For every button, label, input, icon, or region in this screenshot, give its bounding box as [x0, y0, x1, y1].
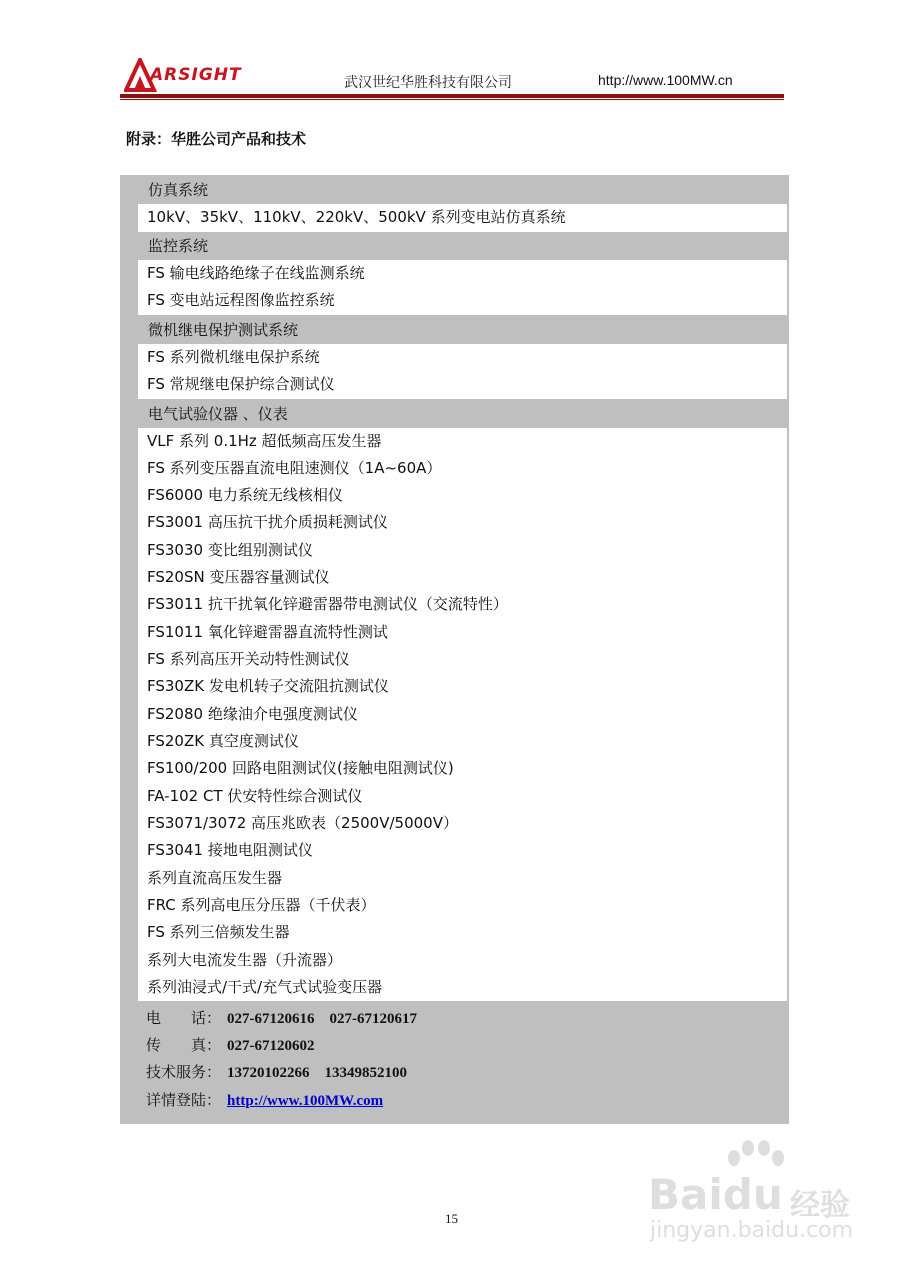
- page-number: 15: [445, 1211, 458, 1226]
- list-item: FS6000 电力系统无线核相仪: [147, 486, 343, 504]
- list-item: FS 系列变压器直流电阻速测仪（1A~60A）: [147, 459, 442, 477]
- list-item: 10kV、35kV、110kV、220kV、500kV 系列变电站仿真系统: [147, 208, 566, 226]
- phone-value: 027-67120616 027-67120617: [227, 1011, 418, 1027]
- list-item: FS3041 接地电阻测试仪: [147, 841, 313, 859]
- list-item: FS3011 抗干扰氧化锌避雷器带电测试仪（交流特性）: [147, 595, 508, 613]
- contact-fax: [146, 1032, 315, 1060]
- section-title: 微机继电保护测试系统: [148, 321, 299, 339]
- contact-site: [146, 1087, 383, 1115]
- list-item: FS 系列三倍频发生器: [147, 923, 290, 941]
- list-item: FS3030 变比组别测试仪: [147, 541, 313, 559]
- list-item: FS 变电站远程图像监控系统: [147, 291, 335, 309]
- list-item: FS3001 高压抗干扰介质损耗测试仪: [147, 513, 388, 531]
- header-rule: [120, 94, 784, 98]
- section-title: 监控系统: [148, 237, 209, 255]
- list-item: FS 系列微机继电保护系统: [147, 348, 320, 366]
- list-item: 系列大电流发生器（升流器）: [147, 951, 343, 969]
- site-link[interactable]: http://www.100MW.com: [227, 1093, 384, 1109]
- list-item: 系列油浸式/干式/充气式试验变压器: [147, 978, 383, 996]
- service-value: 13720102266 13349852100: [227, 1065, 408, 1081]
- section-items: [138, 204, 787, 232]
- appendix-title: 附录：华胜公司产品和技术: [126, 130, 307, 148]
- product-table: [120, 175, 789, 1124]
- section-title: 电气试验仪器 、仪表: [148, 405, 288, 423]
- list-item: FS3071/3072 高压兆欧表（2500V/5000V）: [147, 814, 458, 832]
- watermark-suffix: 经验: [790, 1188, 850, 1223]
- fax-label: 传 真：: [146, 1036, 222, 1054]
- header-rule-thin: [120, 99, 784, 100]
- page-header: [120, 52, 784, 102]
- list-item: FS100/200 回路电阻测试仪(接触电阻测试仪): [147, 759, 454, 777]
- list-item: FS 输电线路绝缘子在线监测系统: [147, 264, 365, 282]
- watermark-brand: Baidu: [648, 1170, 783, 1219]
- baidu-watermark: [640, 1140, 870, 1250]
- contact-service: [146, 1059, 407, 1087]
- fax-value: 027-67120602: [227, 1038, 315, 1054]
- section-items: [138, 428, 787, 1001]
- contact-phone: [146, 1005, 417, 1033]
- list-item: 系列直流高压发生器: [147, 869, 283, 887]
- watermark-url: jingyan.baidu.com: [650, 1218, 854, 1243]
- list-item: FS20ZK 真空度测试仪: [147, 732, 299, 750]
- site-label: 详情登陆：: [146, 1091, 222, 1109]
- service-label: 技术服务：: [146, 1063, 222, 1081]
- header-website[interactable]: http://www.100MW.cn: [598, 72, 733, 88]
- section-items: [138, 344, 787, 399]
- list-item: FS1011 氧化锌避雷器直流特性测试: [147, 623, 388, 641]
- logo-text: ARSIGHT: [150, 65, 242, 85]
- list-item: VLF 系列 0.1Hz 超低频高压发生器: [147, 432, 382, 450]
- section-items: [138, 260, 787, 315]
- list-item: FS 常规继电保护综合测试仪: [147, 375, 335, 393]
- list-item: FS2080 绝缘油介电强度测试仪: [147, 705, 358, 723]
- phone-label: 电 话：: [146, 1009, 222, 1027]
- list-item: FS30ZK 发电机转子交流阻抗测试仪: [147, 677, 389, 695]
- section-title: 仿真系统: [148, 181, 209, 199]
- list-item: FS 系列高压开关动特性测试仪: [147, 650, 350, 668]
- company-name: 武汉世纪华胜科技有限公司: [344, 75, 512, 91]
- list-item: FRC 系列高电压分压器（千伏表）: [147, 896, 376, 914]
- list-item: FS20SN 变压器容量测试仪: [147, 568, 330, 586]
- list-item: FA-102 CT 伏安特性综合测试仪: [147, 787, 363, 805]
